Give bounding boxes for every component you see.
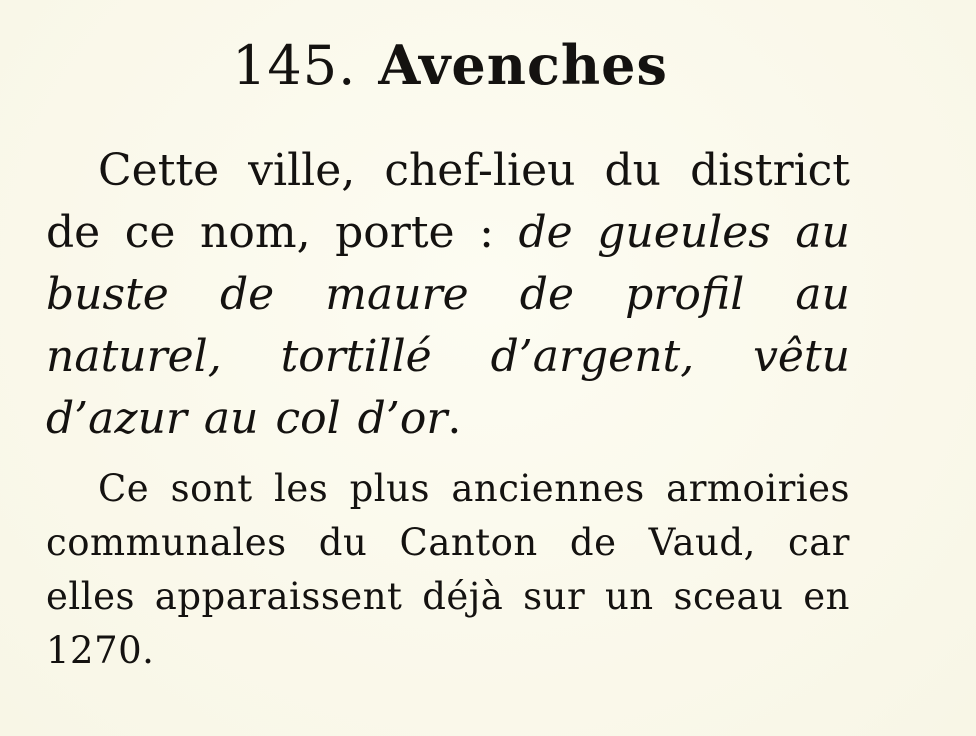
- history-text: Ce sont les plus anciennes armoiries communales du Canton de Vaud, car elles apparaissent déjà sur un sceau en 1270.: [46, 467, 850, 672]
- blazon-text: de gueules au buste de maure de profil au naturel, tortillé d’argent, vêtu d’azur au col d’or: [46, 207, 851, 444]
- history-paragraph: [46, 462, 850, 678]
- blazon-end-punctuation: .: [447, 393, 462, 444]
- blazon-paragraph: [46, 140, 850, 450]
- page-heading: [0, 33, 900, 97]
- blazon-intro-text: Cette ville, chef-lieu du district de ce nom, porte :: [46, 145, 850, 258]
- entry-title: Avenches: [378, 33, 668, 97]
- entry-number: 145.: [232, 34, 357, 97]
